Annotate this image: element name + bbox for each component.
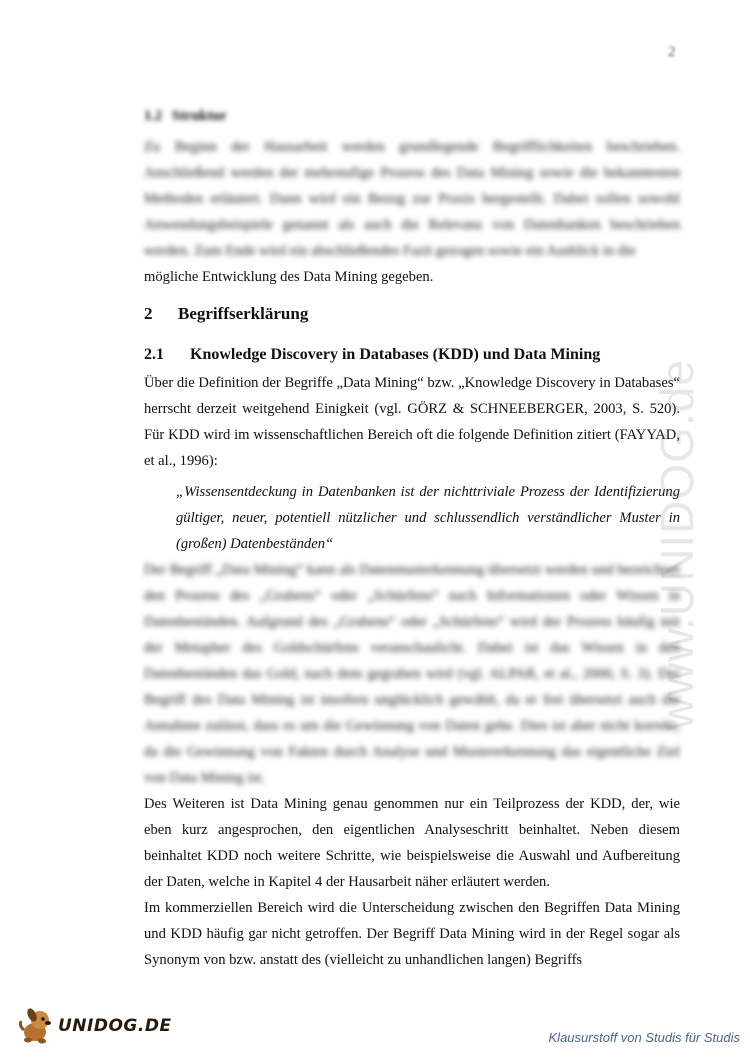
- site-watermark: www.UNIDOG.de: [651, 359, 703, 730]
- section-1-2-number: 1.2: [144, 108, 163, 124]
- kdd-definition-quote-block: [176, 479, 680, 557]
- page-number: 2: [668, 44, 676, 60]
- section-2-title: Begriffserklärung: [178, 304, 309, 323]
- kdd-process-paragraph: Des Weiteren ist Data Mining genau genommen nur ein Teilprozess der KDD, der, wie eben kurz angesprochen, den eigentlichen Analyseschritt beinhaltet. Neben diesem beinhaltet KDD noch weitere Schritte, wie beispielsweise die Auswahl und Aufbereitung der Daten, welche in Kapitel 4 der Hausarbeit näher erläutert werden.: [144, 796, 680, 890]
- section-2-heading: [144, 304, 308, 324]
- section-1-2-paragraph-end: mögliche Entwicklung des Data Mining gegeben.: [144, 269, 434, 285]
- section-2-1-heading: [144, 346, 600, 364]
- data-mining-paragraph-blurred: Der Begriff „Data Mining“ kann als Datenmusterkennung übersetzt werden und bezeichnet den Prozess des „Grabens“ oder „Schürfens“ nach Informationen oder Wissen in Datenbeständen. Aufgrund des „Grabens“ oder „Schürfens“ wird der Prozess häufig mit der Metapher des Goldschürfens veranschaulicht. Dabei ist das Wissen in den Datenbeständen das Gold, nach dem gegraben wird (vgl. ALPAR, et al., 2000, S. 3). Der Begriff des Data Mining ist insofern unglücklich gewählt, da er frei übersetzt auch die Annahme zulässt, dass es um die Gewinnung von Daten gehe. Dies ist aber nicht korrekt, da die Gewinnung von Fakten durch Analyse und Mustererkennung das eigentliche Ziel von Data Mining ist.: [144, 562, 680, 786]
- section-2-1-number: 2.1: [144, 346, 164, 363]
- section-1-2-body: [144, 134, 680, 290]
- kdd-definition-quote: „Wissensentdeckung in Datenbanken ist der nichttriviale Prozess der Identifizierung gültiger, neuer, potentiell nützlicher und schlussendlich verständlicher Muster in (großen) Datenbeständen“: [176, 484, 680, 552]
- dog-mascot-icon: [18, 1006, 56, 1046]
- section-1-2-paragraph-blurred: Zu Beginn der Hausarbeit werden grundlegende Begrifflichkeiten beschrieben. Anschließend werden der mehrstufige Prozess des Data Mining sowie die bekanntesten Methoden erläutert. Dann wird ein Bezug zur Praxis hergestellt. Dabei sollen sowohl Anwendungsbeispiele genannt als auch die Relevanz von Datenbanken beschrieben werden. Zum Ende wird ein abschließendes Fazit gezogen sowie ein Ausblick in die: [144, 139, 680, 259]
- data-mining-explanation-block: [144, 557, 680, 791]
- unidog-logo[interactable]: [18, 1006, 172, 1046]
- footer-tagline: Klausurstoff von Studis für Studis: [548, 1030, 740, 1045]
- kdd-process-block: [144, 791, 680, 973]
- section-2-1-body: [144, 370, 680, 474]
- section-2-1-title: Knowledge Discovery in Databases (KDD) und Data Mining: [190, 346, 601, 363]
- commercial-usage-paragraph: Im kommerziellen Bereich wird die Unterscheidung zwischen den Begriffen Data Mining und KDD häufig gar nicht getroffen. Der Begriff Data Mining wird in der Regel sogar als Synonym von bzw. anstatt des (vielleicht zu unhandlichen langen) Begriffs: [144, 900, 680, 968]
- section-2-1-intro: Über die Definition der Begriffe „Data Mining“ bzw. „Knowledge Discovery in Databases“ herrscht derzeit weitgehend Einigkeit (vgl. GÖRZ & SCHNEEBERGER, 2003, S. 520). Für KDD wird im wissenschaftlichen Bereich oft die folgende Definition zitiert (FAYYAD, et al., 1996):: [144, 375, 680, 469]
- section-1-2-heading: [144, 108, 227, 125]
- section-1-2-title: Struktur: [172, 108, 227, 124]
- section-2-number: 2: [144, 304, 153, 323]
- logo-text: UNIDOG.DE: [58, 1016, 172, 1036]
